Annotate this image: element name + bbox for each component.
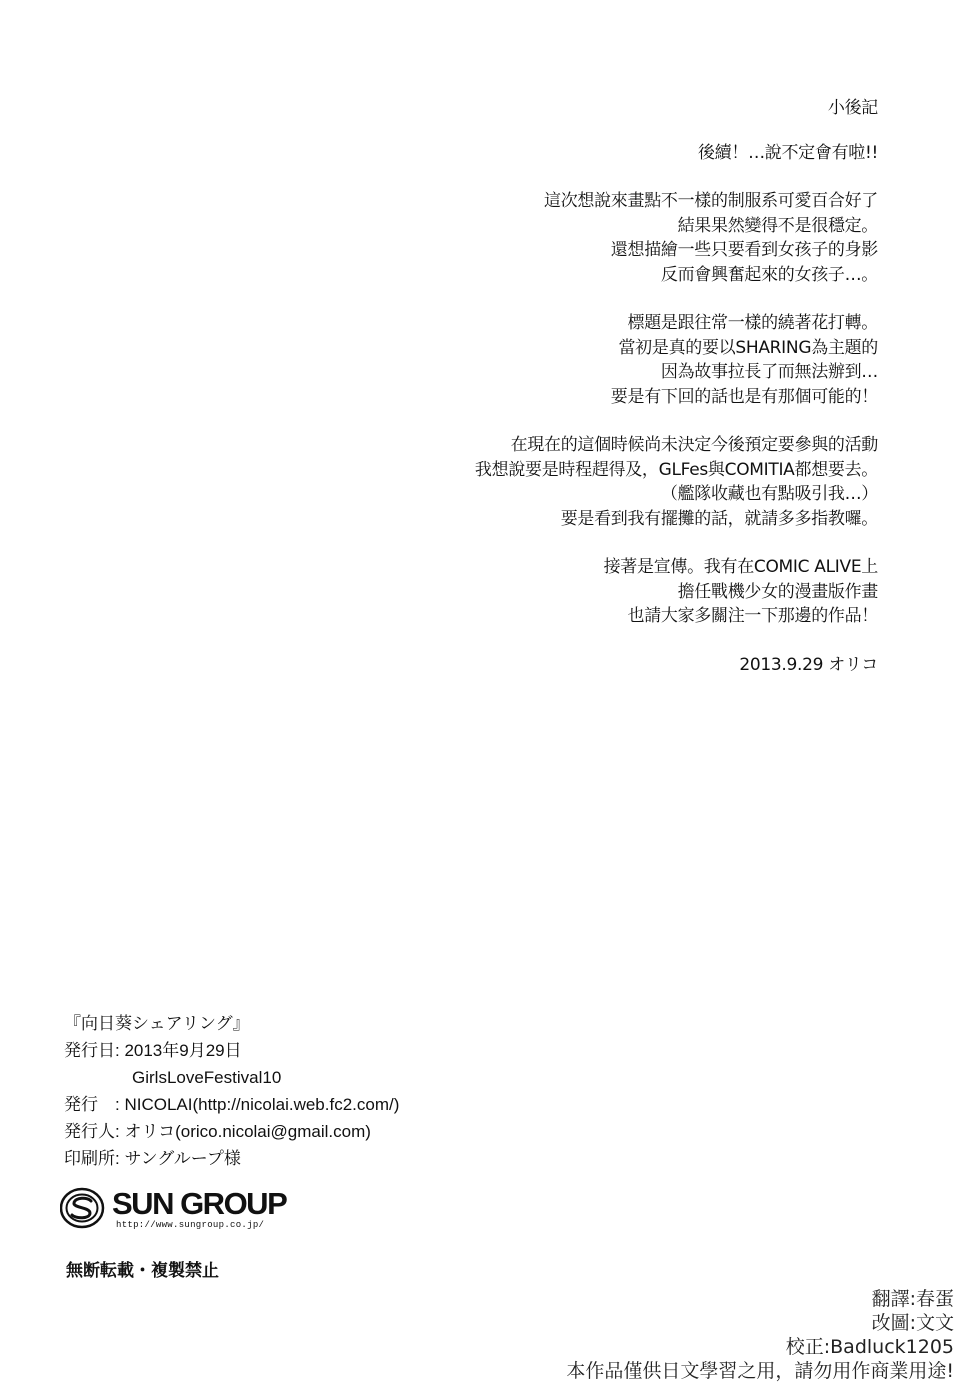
afterword (318, 96, 878, 677)
sun-group-mark-icon (60, 1186, 108, 1230)
afterword-heading: 小後記 (827, 98, 878, 118)
afterword-paragraph-1 (318, 141, 878, 166)
colophon-author: 発行人: オリコ(orico.nicolai@gmail.com) (64, 1122, 371, 1141)
colophon-publisher: 発行 : NICOLAI(http://nicolai.web.fc2.com/) (64, 1095, 400, 1114)
sun-group-logo-name: SUN GROUP (112, 1186, 287, 1221)
afterword-line: 在現在的這個時候尚未決定今後預定要參與的活動 (510, 435, 878, 455)
afterword-line: 反而會興奮起來的女孩子…。 (660, 264, 878, 285)
afterword-line: 因為故事拉長了而無法辦到… (660, 362, 878, 382)
afterword-line: 當初是真的要以SHARING為主題的 (618, 337, 878, 358)
afterword-line: 也請大家多關注一下那邊的作品！ (627, 606, 878, 626)
colophon (64, 1010, 399, 1172)
colophon-event: GirlsLoveFestival10 (132, 1068, 282, 1087)
afterword-paragraph-3 (318, 311, 878, 409)
copy-prohibited-notice: 無断転載・複製禁止 (66, 1261, 219, 1280)
afterword-paragraph-2 (318, 189, 878, 287)
afterword-line: 接著是宣傳。我有在COMIC ALIVE上 (603, 557, 878, 577)
afterword-line: 還想描繪一些只要看到女孩子的身影 (610, 240, 878, 260)
credit-disclaimer: 本作品僅供日文學習之用，請勿用作商業用途! (566, 1360, 954, 1382)
colophon-printer: 印刷所: サングループ様 (64, 1149, 241, 1168)
sun-group-logo (60, 1186, 300, 1236)
afterword-line: 要是看到我有擺攤的話，就請多多指教囉。 (560, 508, 878, 529)
credit-translation: 翻譯:春蛋 (871, 1288, 954, 1310)
scanlation-credits (494, 1287, 954, 1383)
afterword-line: 擔任戰機少女的漫畫版作畫 (677, 581, 878, 602)
afterword-paragraph-4 (318, 433, 878, 531)
afterword-line: 結果果然變得不是很穩定。 (677, 215, 878, 236)
afterword-paragraph-5 (318, 555, 878, 629)
sun-group-logo-url: http://www.sungroup.co.jp/ (116, 1220, 265, 1230)
afterword-line: 後續！…說不定會有啦!! (697, 142, 878, 163)
credit-editing: 改圖:文文 (871, 1312, 954, 1334)
colophon-title: 『向日葵シェアリング』 (64, 1014, 250, 1033)
afterword-line: 這次想說來畫點不一樣的制服系可愛百合好了 (544, 191, 878, 211)
afterword-signature: 2013.9.29 オリコ (739, 654, 878, 675)
afterword-line: 標題是跟往常一樣的繞著花打轉。 (627, 313, 878, 333)
afterword-line: 要是有下回的話也是有那個可能的！ (610, 386, 878, 407)
credit-proofreading: 校正:Badluck1205 (785, 1336, 954, 1358)
afterword-line: 我想說要是時程趕得及，GLFes與COMITIA都想要去。 (474, 459, 878, 480)
colophon-issue-date: 発行日: 2013年9月29日 (64, 1041, 242, 1060)
afterword-line: （艦隊收藏也有點吸引我…） (660, 484, 878, 504)
